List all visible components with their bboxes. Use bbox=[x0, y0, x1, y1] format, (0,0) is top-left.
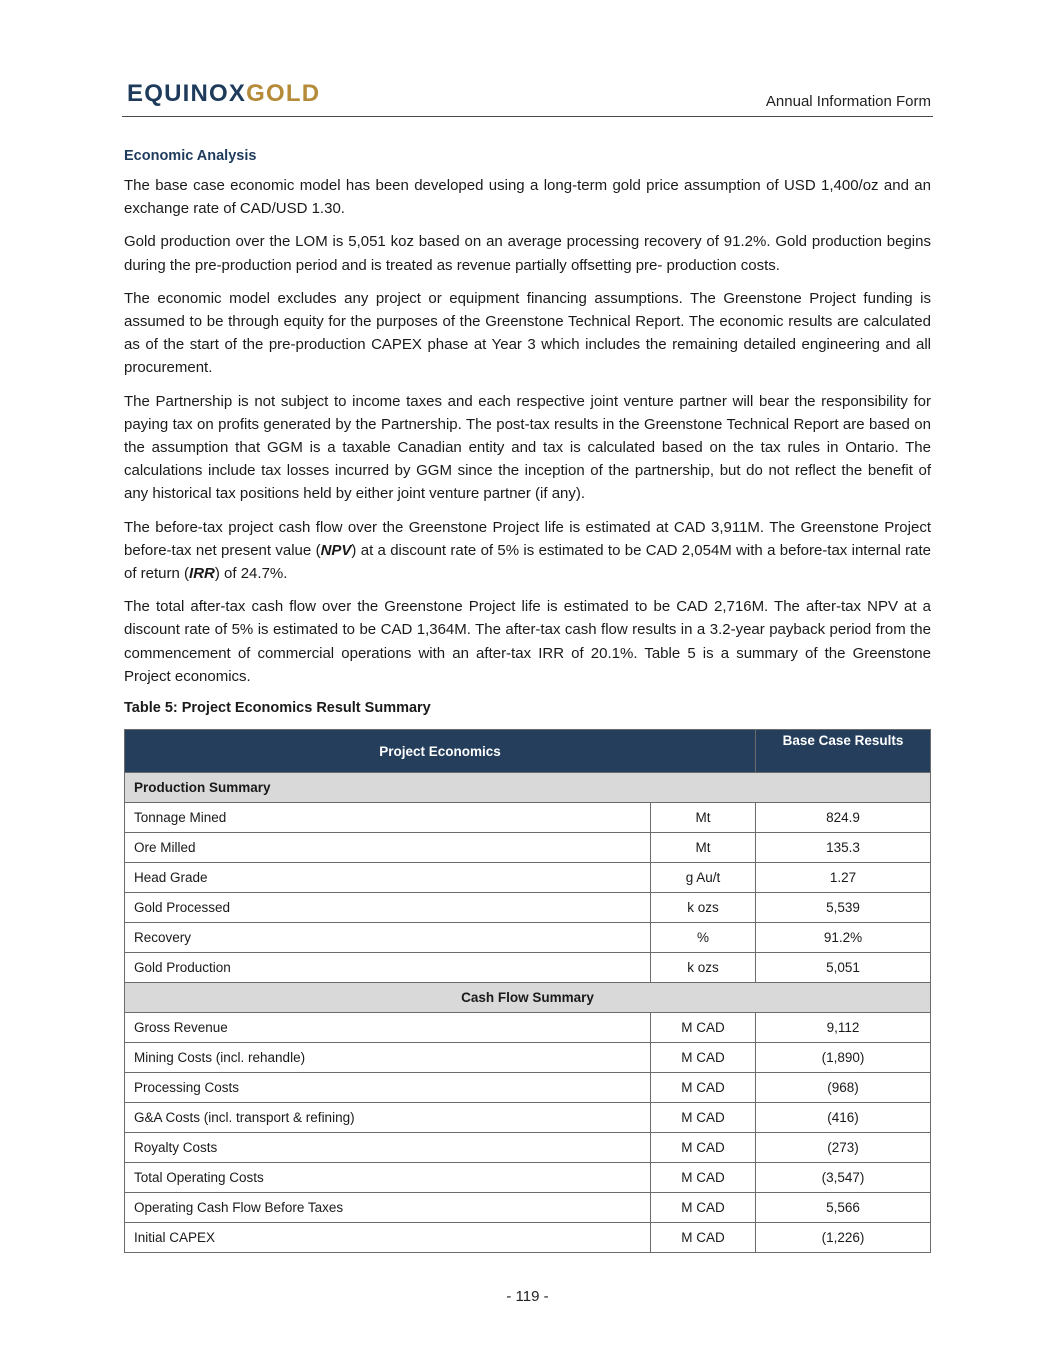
row-unit: k ozs bbox=[651, 893, 756, 923]
row-value: 5,566 bbox=[756, 1193, 931, 1223]
row-unit: M CAD bbox=[651, 1223, 756, 1253]
paragraph: The economic model excludes any project or equipment financing assumptions. The Greenstone Project funding is assumed to be through equity for the purposes of the Greenstone Technical Report. The economic results are calculated as of the start of the pre-production CAPEX phase at Year 3 which includes the remaining detailed engineering and all procurement. bbox=[124, 289, 931, 377]
row-value: (3,547) bbox=[756, 1163, 931, 1193]
row-unit: M CAD bbox=[651, 1163, 756, 1193]
row-label: Mining Costs (incl. rehandle) bbox=[125, 1043, 651, 1073]
header-base-case-results: Base Case Results bbox=[756, 730, 931, 773]
row-label: Gross Revenue bbox=[125, 1013, 651, 1043]
paragraph: Gold production over the LOM is 5,051 koz based on an average processing recovery of 91.2%. Gold production begins during the pre-production period and is treated as revenue partially offsetting pre- production costs. bbox=[124, 233, 931, 274]
paragraph: The total after-tax cash flow over the Greenstone Project life is estimated to be CAD 2,716M. The after-tax NPV at a discount rate of 5% is estimated to be CAD 1,364M. The after-tax cash flow results in a 3.2-year payback period from the commencement of commercial operations with an after-tax IRR of 20.1%. Table 5 is a summary of the Greenstone Project economics. bbox=[124, 598, 931, 685]
table-row bbox=[125, 923, 931, 953]
page-number: - 119 - bbox=[506, 1288, 549, 1305]
row-value: 9,112 bbox=[756, 1013, 931, 1043]
section-row bbox=[125, 983, 931, 1013]
row-unit: Mt bbox=[651, 803, 756, 833]
row-unit: M CAD bbox=[651, 1043, 756, 1073]
row-value: (968) bbox=[756, 1073, 931, 1103]
cash-flow-summary-title: Cash Flow Summary bbox=[125, 983, 931, 1013]
table-row bbox=[125, 803, 931, 833]
row-unit: M CAD bbox=[651, 1013, 756, 1043]
row-unit: M CAD bbox=[651, 1073, 756, 1103]
row-label: Processing Costs bbox=[125, 1073, 651, 1103]
row-label: G&A Costs (incl. transport & refining) bbox=[125, 1103, 651, 1133]
row-label: Gold Production bbox=[125, 953, 651, 983]
page-header bbox=[122, 78, 933, 117]
row-unit: Mt bbox=[651, 833, 756, 863]
row-value: (416) bbox=[756, 1103, 931, 1133]
row-unit: M CAD bbox=[651, 1103, 756, 1133]
equinox-gold-logo bbox=[127, 80, 320, 108]
production-summary-title: Production Summary bbox=[125, 773, 931, 803]
row-value: 1.27 bbox=[756, 863, 931, 893]
table-row bbox=[125, 863, 931, 893]
table-caption: Table 5: Project Economics Result Summary bbox=[124, 700, 431, 717]
row-label: Operating Cash Flow Before Taxes bbox=[125, 1193, 651, 1223]
table-row bbox=[125, 1193, 931, 1223]
section-heading: Economic Analysis bbox=[124, 148, 257, 164]
table-row bbox=[125, 893, 931, 923]
row-value: (1,890) bbox=[756, 1043, 931, 1073]
table-header-row bbox=[125, 730, 931, 773]
document-type-label: Annual Information Form bbox=[765, 93, 931, 110]
logo-text-equinox: EQUINOX bbox=[127, 80, 247, 107]
row-value: 824.9 bbox=[756, 803, 931, 833]
row-label: Royalty Costs bbox=[125, 1133, 651, 1163]
page-content bbox=[124, 148, 931, 1253]
row-value: 135.3 bbox=[756, 833, 931, 863]
economics-table bbox=[124, 729, 931, 1253]
row-value: 5,051 bbox=[756, 953, 931, 983]
text-run: ) at a discount rate of 5% is estimated to be CAD 2,054M with a before-tax internal rate of return ( bbox=[124, 541, 931, 583]
row-label: Tonnage Mined bbox=[125, 803, 651, 833]
table-row bbox=[125, 1043, 931, 1073]
table-row bbox=[125, 1103, 931, 1133]
table-row bbox=[125, 1163, 931, 1193]
row-label: Recovery bbox=[125, 923, 651, 953]
row-value: 91.2% bbox=[756, 923, 931, 953]
row-label: Head Grade bbox=[125, 863, 651, 893]
paragraph: The base case economic model has been developed using a long-term gold price assumption of USD 1,400/oz and an exchange rate of CAD/USD 1.30. bbox=[124, 177, 931, 218]
row-label: Total Operating Costs bbox=[125, 1163, 651, 1193]
row-label: Ore Milled bbox=[125, 833, 651, 863]
row-unit: % bbox=[651, 923, 756, 953]
logo-text-gold: GOLD bbox=[246, 80, 321, 107]
table-row bbox=[125, 833, 931, 863]
row-label: Initial CAPEX bbox=[125, 1223, 651, 1253]
abbr-irr: IRR bbox=[189, 565, 215, 583]
row-unit: M CAD bbox=[651, 1193, 756, 1223]
row-unit: M CAD bbox=[651, 1133, 756, 1163]
paragraph: The Partnership is not subject to income taxes and each respective joint venture partner will bear the responsibility for paying tax on profits generated by the Partnership. The post-tax results in the Greenstone Technical Report are based on the assumption that GGM is a taxable Canadian entity and tax is calculated based on the tax rules in Ontario. The calculations include tax losses incurred by GGM since the inception of the partnership, but do not reflect the benefit of any historical tax positions held by either joint venture partner (if any). bbox=[124, 392, 931, 503]
row-value: (273) bbox=[756, 1133, 931, 1163]
table-row bbox=[125, 1013, 931, 1043]
paragraph-npv bbox=[124, 516, 931, 586]
header-project-economics: Project Economics bbox=[125, 730, 756, 773]
row-value: 5,539 bbox=[756, 893, 931, 923]
table-row bbox=[125, 1073, 931, 1103]
section-row bbox=[125, 773, 931, 803]
row-unit: k ozs bbox=[651, 953, 756, 983]
text-run: The before-tax project cash flow over the Greenstone Project life is estimated at CAD 3,911M. The Greenstone Project before-tax net present value ( bbox=[124, 518, 931, 559]
table-row bbox=[125, 1223, 931, 1253]
table-row bbox=[125, 1133, 931, 1163]
row-unit: g Au/t bbox=[651, 863, 756, 893]
abbr-npv: NPV bbox=[320, 541, 352, 559]
table-row bbox=[125, 953, 931, 983]
row-label: Gold Processed bbox=[125, 893, 651, 923]
text-run: ) of 24.7%. bbox=[214, 565, 288, 583]
row-value: (1,226) bbox=[756, 1223, 931, 1253]
